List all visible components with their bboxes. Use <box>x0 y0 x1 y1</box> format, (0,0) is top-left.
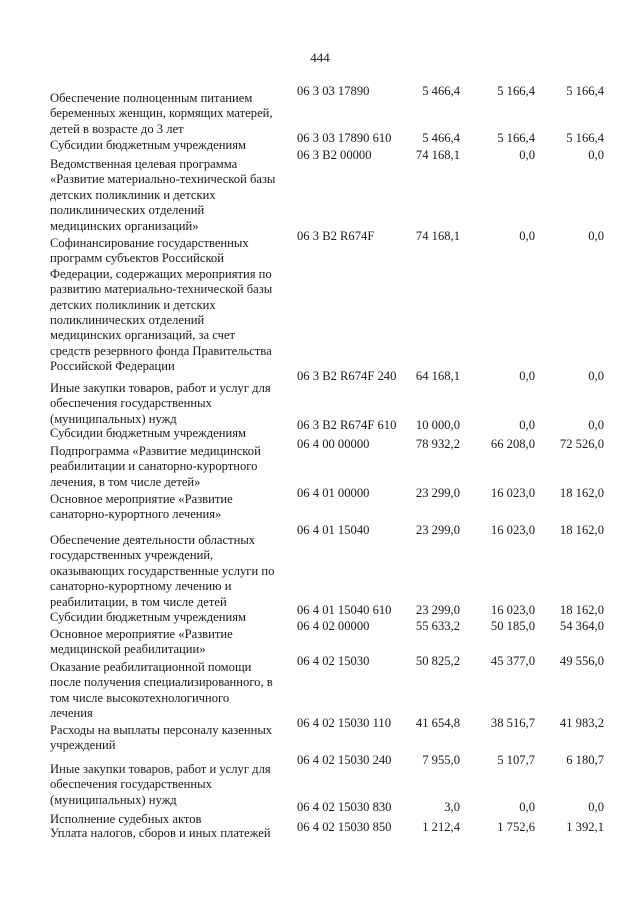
budget-code: 06 4 01 00000 <box>297 486 370 500</box>
amount-year-2: 16 023,0 <box>490 523 535 537</box>
budget-code: 06 4 01 15040 <box>297 523 370 537</box>
description-line: Обеспечение полноценным питанием <box>50 91 253 105</box>
row-description <box>50 138 296 153</box>
amount-year-2: 0,0 <box>519 418 535 432</box>
description-line: «Развитие материально-технической базы <box>50 172 276 187</box>
budget-code: 06 3 В2 R674F 240 <box>297 369 397 383</box>
amount-year-2: 38 516,7 <box>490 716 535 730</box>
row-description <box>50 381 296 427</box>
amount-year-3: 72 526,0 <box>559 437 604 451</box>
description-line: медицинской реабилитации» <box>50 642 206 657</box>
description-line: Уплата налогов, сборов и иных платежей <box>50 826 271 840</box>
description-line: Исполнение судебных актов <box>50 812 202 826</box>
description-line: поликлинических отделений <box>50 313 205 328</box>
description-line: обеспечения государственных <box>50 777 212 792</box>
amount-year-2: 16 023,0 <box>490 486 535 500</box>
amount-year-1: 23 299,0 <box>415 603 460 617</box>
amount-year-1: 7 955,0 <box>422 753 460 767</box>
budget-code: 06 4 02 15030 110 <box>297 716 391 730</box>
budget-code: 06 4 02 00000 <box>297 619 370 633</box>
amount-year-1: 55 633,2 <box>415 619 460 633</box>
budget-code: 06 3 В2 R674F <box>297 229 375 243</box>
description-line: Расходы на выплаты персоналу казенных <box>50 723 273 737</box>
amount-year-2: 5 166,4 <box>497 84 535 98</box>
description-line: обеспечения государственных <box>50 396 212 411</box>
description-line: Федерации, содержащих мероприятия по <box>50 266 272 281</box>
row-description <box>50 91 296 137</box>
page-number: 444 <box>310 50 330 65</box>
row-description <box>50 723 296 754</box>
amount-year-1: 10 000,0 <box>415 418 460 432</box>
amount-year-3: 49 556,0 <box>559 654 604 668</box>
amount-year-3: 54 364,0 <box>559 619 604 633</box>
description-line: санаторно-курортному лечению и <box>50 579 232 594</box>
description-line: том числе высокотехнологичного <box>50 690 230 705</box>
description-line: Оказание реабилитационной помощи <box>50 660 252 674</box>
amount-year-3: 0,0 <box>588 418 604 432</box>
amount-year-1: 78 932,2 <box>415 437 460 451</box>
amount-year-1: 1 212,4 <box>422 820 460 834</box>
amount-year-3: 18 162,0 <box>559 523 604 537</box>
description-line: беременных женщин, кормящих матерей, <box>50 106 273 121</box>
description-line: Подпрограмма «Развитие медицинской <box>50 444 261 458</box>
description-line: Субсидии бюджетным учреждениям <box>50 610 246 624</box>
amount-year-1: 3,0 <box>444 800 460 814</box>
description-line: санаторно-курортного лечения» <box>50 507 222 522</box>
description-line: оказывающих государственные услуги по <box>50 563 275 578</box>
amount-year-2: 5 166,4 <box>497 131 535 145</box>
amount-year-2: 50 185,0 <box>490 619 535 633</box>
amount-year-3: 0,0 <box>588 148 604 162</box>
row-description <box>50 236 296 375</box>
description-line: Основное мероприятие «Развитие <box>50 627 233 641</box>
amount-year-2: 5 107,7 <box>497 753 535 767</box>
description-line: Субсидии бюджетным учреждениям <box>50 138 246 152</box>
description-line: медицинских организаций, за счет <box>50 328 236 343</box>
row-description <box>50 660 296 722</box>
description-line: реабилитации и санаторно-курортного <box>50 459 258 474</box>
row-description <box>50 627 296 658</box>
budget-code: 06 4 02 15030 850 <box>297 820 392 834</box>
amount-year-2: 0,0 <box>519 369 535 383</box>
amount-year-1: 74 168,1 <box>415 148 460 162</box>
row-description <box>50 533 296 610</box>
description-line: после получения специализированного, в <box>50 675 273 690</box>
amount-year-1: 64 168,1 <box>415 369 460 383</box>
description-line: Субсидии бюджетным учреждениям <box>50 426 246 440</box>
description-line: развитию материально-технической базы <box>50 282 273 297</box>
row-description <box>50 157 296 234</box>
amount-year-3: 6 180,7 <box>566 753 604 767</box>
amount-year-3: 41 983,2 <box>559 716 604 730</box>
description-line: реабилитации, в том числе детей <box>50 594 227 609</box>
description-line: лечения <box>50 706 93 721</box>
description-line: Иные закупки товаров, работ и услуг для <box>50 762 271 776</box>
row-description <box>50 610 296 625</box>
row-description <box>50 826 296 841</box>
amount-year-3: 0,0 <box>588 800 604 814</box>
description-line: поликлинических отделений <box>50 203 205 218</box>
amount-year-2: 0,0 <box>519 800 535 814</box>
amount-year-1: 5 466,4 <box>422 84 460 98</box>
budget-code: 06 4 02 15030 240 <box>297 753 392 767</box>
row-description <box>50 492 296 523</box>
amount-year-2: 16 023,0 <box>490 603 535 617</box>
amount-year-2: 0,0 <box>519 148 535 162</box>
amount-year-2: 45 377,0 <box>490 654 535 668</box>
amount-year-3: 1 392,1 <box>566 820 604 834</box>
amount-year-3: 0,0 <box>588 369 604 383</box>
description-line: средств резервного фонда Правительства <box>50 343 272 358</box>
budget-code: 06 4 01 15040 610 <box>297 603 392 617</box>
amount-year-1: 41 654,8 <box>415 716 460 730</box>
amount-year-1: 50 825,2 <box>415 654 460 668</box>
amount-year-3: 0,0 <box>588 229 604 243</box>
description-line: детей в возрасте до 3 лет <box>50 121 184 136</box>
description-line: Основное мероприятие «Развитие <box>50 492 233 506</box>
row-description <box>50 762 296 808</box>
row-description <box>50 444 296 490</box>
amount-year-2: 66 208,0 <box>490 437 535 451</box>
description-line: Российской Федерации <box>50 359 175 374</box>
budget-code: 06 3 В2 00000 <box>297 148 372 162</box>
amount-year-1: 23 299,0 <box>415 523 460 537</box>
amount-year-2: 1 752,6 <box>497 820 535 834</box>
budget-code: 06 4 02 15030 830 <box>297 800 392 814</box>
description-line: Софинансирование государственных <box>50 236 249 250</box>
amount-year-1: 23 299,0 <box>415 486 460 500</box>
description-line: программ субъектов Российской <box>50 251 224 266</box>
amount-year-1: 74 168,1 <box>415 229 460 243</box>
description-line: Обеспечение деятельности областных <box>50 533 256 547</box>
amount-year-1: 5 466,4 <box>422 131 460 145</box>
description-line: учреждений <box>50 738 116 753</box>
budget-code: 06 3 В2 R674F 610 <box>297 418 397 432</box>
description-line: (муниципальных) нужд <box>50 411 177 426</box>
description-line: государственных учреждений, <box>50 548 214 563</box>
budget-code: 06 4 02 15030 <box>297 654 370 668</box>
amount-year-3: 5 166,4 <box>566 131 604 145</box>
description-line: медицинских организаций» <box>50 218 199 233</box>
budget-code: 06 3 03 17890 610 <box>297 131 392 145</box>
budget-code: 06 3 03 17890 <box>297 84 370 98</box>
amount-year-3: 18 162,0 <box>559 486 604 500</box>
row-description <box>50 426 296 441</box>
description-line: детских поликлиник и детских <box>50 297 216 312</box>
amount-year-2: 0,0 <box>519 229 535 243</box>
amount-year-3: 18 162,0 <box>559 603 604 617</box>
description-line: лечения, в том числе детей» <box>50 474 201 489</box>
description-line: Иные закупки товаров, работ и услуг для <box>50 381 271 395</box>
description-line: детских поликлиник и детских <box>50 187 216 202</box>
amount-year-3: 5 166,4 <box>566 84 604 98</box>
description-line: (муниципальных) нужд <box>50 792 177 807</box>
description-line: Ведомственная целевая программа <box>50 157 238 171</box>
budget-code: 06 4 00 00000 <box>297 437 370 451</box>
